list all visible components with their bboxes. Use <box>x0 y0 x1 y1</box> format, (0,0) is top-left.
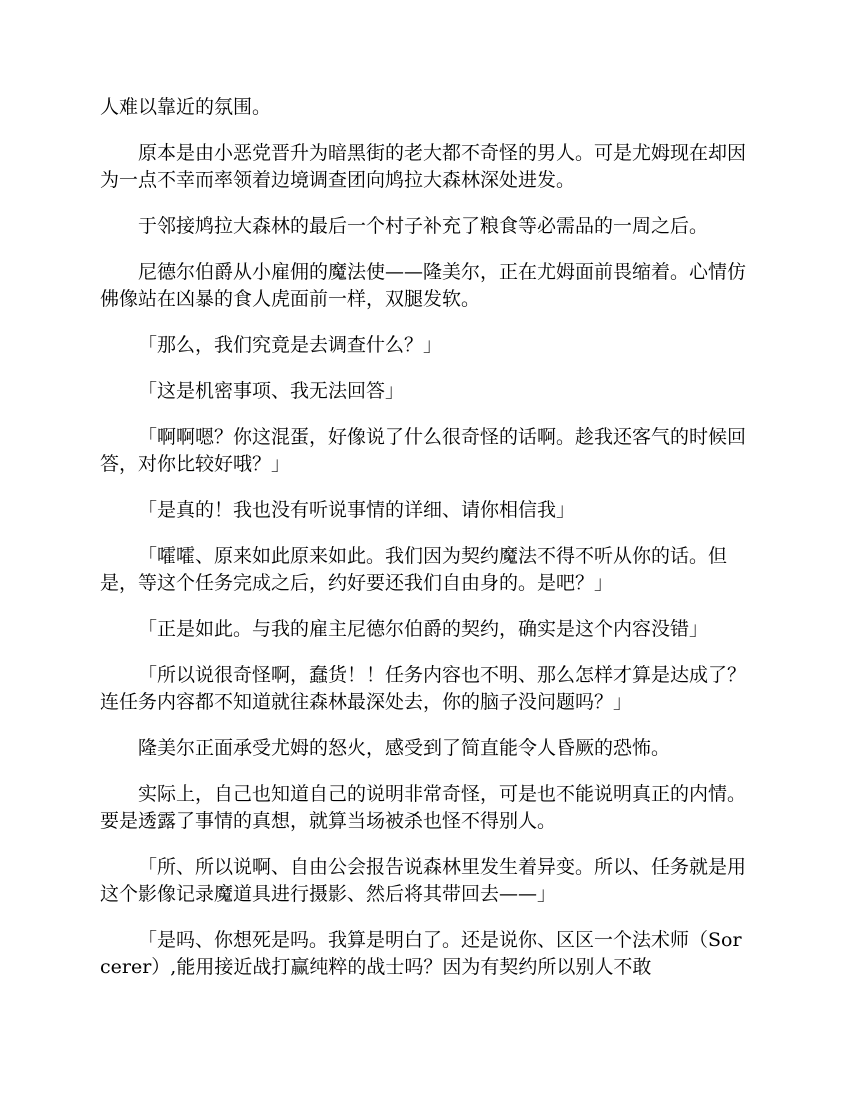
paragraph-dialogue: 「所、所以说啊、自由公会报告说森林里发生着异变。所以、任务就是用这个影像记录魔道具进行摄影、然后将其带回去——」 <box>100 856 747 905</box>
paragraph-dialogue: 「是吗、你想死是吗。我算是明白了。还是说你、区区一个法术师（Sorcerer）,能用接近战打赢纯粹的战士吗？因为有契约所以别人不敢 <box>100 929 742 978</box>
paragraph-dialogue: 「这是机密事项、我无法回答」 <box>138 380 405 402</box>
paragraph-narration: 于邻接鸠拉大森林的最后一个村子补充了粮食等必需品的一周之后。 <box>138 215 709 237</box>
paragraph-dialogue: 「正是如此。与我的雇主尼德尔伯爵的契约，确实是这个内容没错」 <box>138 618 709 640</box>
paragraph-dialogue: 「啊啊嗯？你这混蛋，好像说了什么很奇怪的话啊。趁我还客气的时候回答，对你比较好哦？」 <box>100 426 747 475</box>
paragraph-narration: 尼德尔伯爵从小雇佣的魔法使——隆美尔，正在尤姆面前畏缩着。心情仿佛像站在凶暴的食人虎面前一样，双腿发软。 <box>100 261 747 310</box>
paragraph-dialogue: 「嚯嚯、原来如此原来如此。我们因为契约魔法不得不听从你的话。但是，等这个任务完成之后，约好要还我们自由身的。是吧？」 <box>100 545 728 594</box>
paragraph-dialogue: 「所以说很奇怪啊，蠢货！！任务内容也不明、那么怎样才算是达成了？连任务内容都不知道就往森林最深处去，你的脑子没问题吗？」 <box>100 664 747 713</box>
body-text <box>100 94 750 1000</box>
paragraph-narration: 隆美尔正面承受尤姆的怒火，感受到了简直能令人昏厥的恐怖。 <box>138 737 671 759</box>
paragraph-narration: 原本是由小恶党晋升为暗黑街的老大都不奇怪的男人。可是尤姆现在却因为一点不幸而率领着边境调查团向鸠拉大森林深处进发。 <box>100 142 747 191</box>
paragraph-dialogue: 「那么，我们究竟是去调查什么？」 <box>138 334 443 356</box>
paragraph-dialogue: 「是真的！我也没有听说事情的详细、请你相信我」 <box>138 499 576 521</box>
paragraph-continuation: 人难以靠近的氛围。 <box>100 96 272 118</box>
paragraph-narration: 实际上，自己也知道自己的说明非常奇怪，可是也不能说明真正的内情。要是透露了事情的真想，就算当场被杀也怪不得别人。 <box>100 783 747 832</box>
